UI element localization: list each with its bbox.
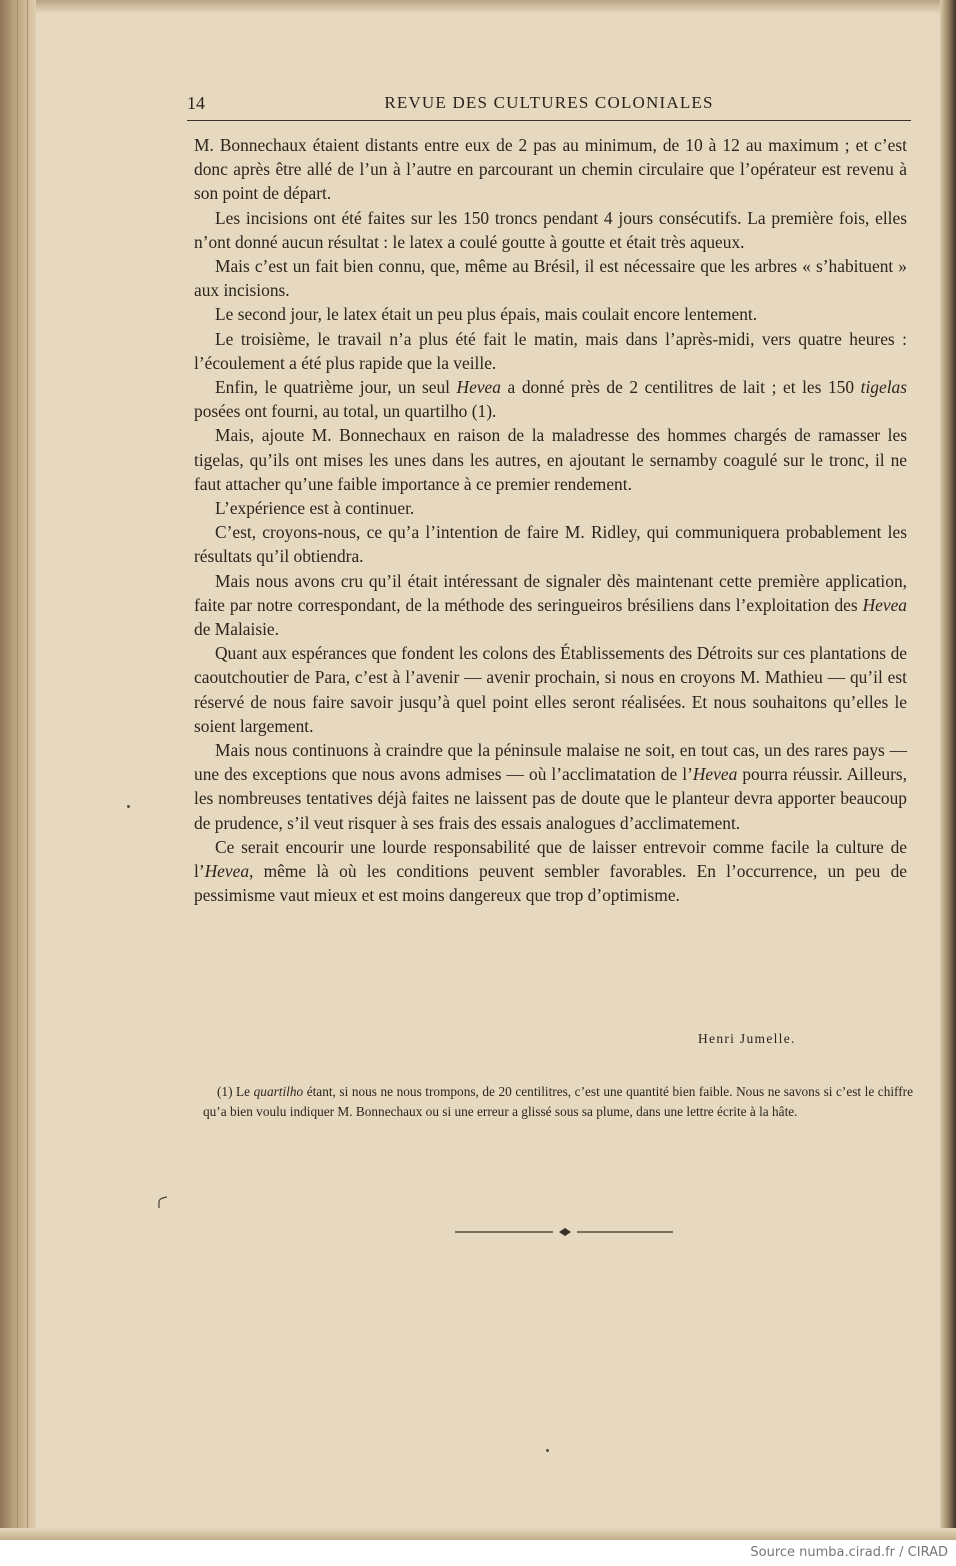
- spine-line: [8, 0, 9, 1540]
- page-top-edge: [0, 0, 956, 14]
- paragraph: [194, 569, 907, 642]
- paragraph: Les incisions ont été faites sur les 150 troncs pendant 4 jours consécutifs. La première fois, elles n’ont donné aucun résultat : le latex a coulé goutte à goutte et était très aqueux.: [194, 207, 907, 252]
- italic-term: Hevea: [862, 594, 907, 615]
- paragraph: Mais, ajoute M. Bonnechaux en raison de la maladresse des hommes chargés de ramasser les tigelas, qu’ils ont mises les unes dans les autres, en ajoutant le sernamby coagulé sur le tronc, il ne faut attacher qu’une faible importance à ce premier rendement.: [194, 425, 907, 494]
- source-caption: Source numba.cirad.fr / CIRAD: [750, 1545, 948, 1560]
- italic-term: Hevea: [204, 861, 250, 882]
- text-run: de Malaisie.: [194, 619, 279, 640]
- paragraph: [194, 375, 907, 423]
- paragraph: Le troisième, le travail n’a plus été fait le matin, mais dans l’après-midi, vers quatre heures : l’écoulement a été plus rapide que la veille.: [194, 328, 907, 373]
- italic-term: Hevea: [456, 377, 501, 398]
- text-run: a donné près de 2 centilitres de lait ; et les 150: [500, 377, 861, 398]
- footnote: [203, 1082, 913, 1121]
- text-run: Mais nous continuons à craindre que la péninsule malaise ne soit, en tout cas, un des rares pays — une des exceptions que nous avons admises — où l’acclimatation de l’: [194, 740, 907, 785]
- footnote-text: [203, 1082, 913, 1121]
- end-ornament-icon: [455, 1226, 673, 1238]
- paragraph: Mais c’est un fait bien connu, que, même au Brésil, il est nécessaire que les arbres « s’habituent » aux incisions.: [194, 256, 907, 301]
- paragraph: M. Bonnechaux étaient distants entre eux de 2 pas au minimum, de 10 à 12 au maximum ; et c’est donc après être allé de l’un à l’autre en parcourant un chemin circulaire que l’opérateur est revenu à son point de départ.: [194, 135, 907, 204]
- page-right-edge: [940, 0, 956, 1540]
- author-signature: Henri Jumelle.: [698, 1031, 796, 1046]
- pencil-mark-icon: [155, 1195, 171, 1209]
- page-bottom-edge: [0, 1528, 956, 1540]
- binding-spine: [0, 0, 36, 1540]
- text-run: Mais nous avons cru qu’il était intéressant de signaler dès maintenant cette première application, faite par notre correspondant, de la méthode des seringueiros brésiliens dans l’exploitation des: [194, 570, 907, 615]
- text-run: Enfin, le quatrième jour, un seul: [215, 377, 457, 398]
- paragraph: C’est, croyons-nous, ce qu’a l’intention de faire M. Ridley, qui communiquera probablement les résultats qu’il obtiendra.: [194, 522, 907, 567]
- text-run: étant, si nous ne nous trompons, de 20 centilitres, c’est une quantité bien faible. Nous ne savons si c’est le chiffre qu’a bien voulu indiquer M. Bonnechaux ou si une erreur a glissé sous sa plume, dans une lettre écrite à la hâte.: [203, 1084, 913, 1119]
- spine-line: [17, 0, 18, 1540]
- paper-speck: [127, 805, 130, 808]
- text-run: , même là où les conditions peuvent sembler favorables. En l’occurrence, un peu de pessimisme vaut mieux et est moins dangereux que trop d’optimisme.: [194, 861, 907, 906]
- spine-line: [27, 0, 28, 1540]
- text-run: Ce serait encourir une lourde responsabilité que de laisser entrevoir comme facile la culture de l’: [194, 836, 907, 882]
- running-head-title: REVUE DES CULTURES COLONIALES: [384, 93, 714, 112]
- paragraph: [194, 835, 907, 908]
- paragraph: Quant aux espérances que fondent les colons des Établissements des Détroits sur ces plantations de caoutchoutier de Para, c’est à l’avenir — avenir prochain, si nous en croyons M. Mathieu — qu’il est réservé de nous faire savoir jusqu’à quel point elles seront réalisées. Et nous souhaitons qu’elles le soient largement.: [194, 643, 907, 736]
- text-run: posées ont fourni, au total, un quartilho (1).: [194, 401, 497, 422]
- paragraph: Le second jour, le latex était un peu plus épais, mais coulait encore lentement.: [215, 304, 758, 325]
- text-run: pourra réussir. Ailleurs, les nombreuses tentatives déjà faites ne laissent pas de doute que le planteur devra apporter beaucoup de prudence, s’il veut risquer à ses frais des essais analogues d’acclimatement.: [194, 764, 907, 833]
- paragraph: [194, 738, 907, 835]
- article-body: [194, 133, 907, 908]
- italic-term: Hevea: [692, 764, 738, 785]
- italic-term: tigelas: [860, 377, 908, 398]
- running-header: [187, 92, 911, 121]
- text-run: (1) Le: [217, 1084, 254, 1099]
- paper-speck: [546, 1449, 549, 1452]
- italic-term: quartilho: [253, 1084, 304, 1099]
- paragraph: L’expérience est à continuer.: [215, 498, 415, 519]
- page-number: 14: [187, 93, 205, 113]
